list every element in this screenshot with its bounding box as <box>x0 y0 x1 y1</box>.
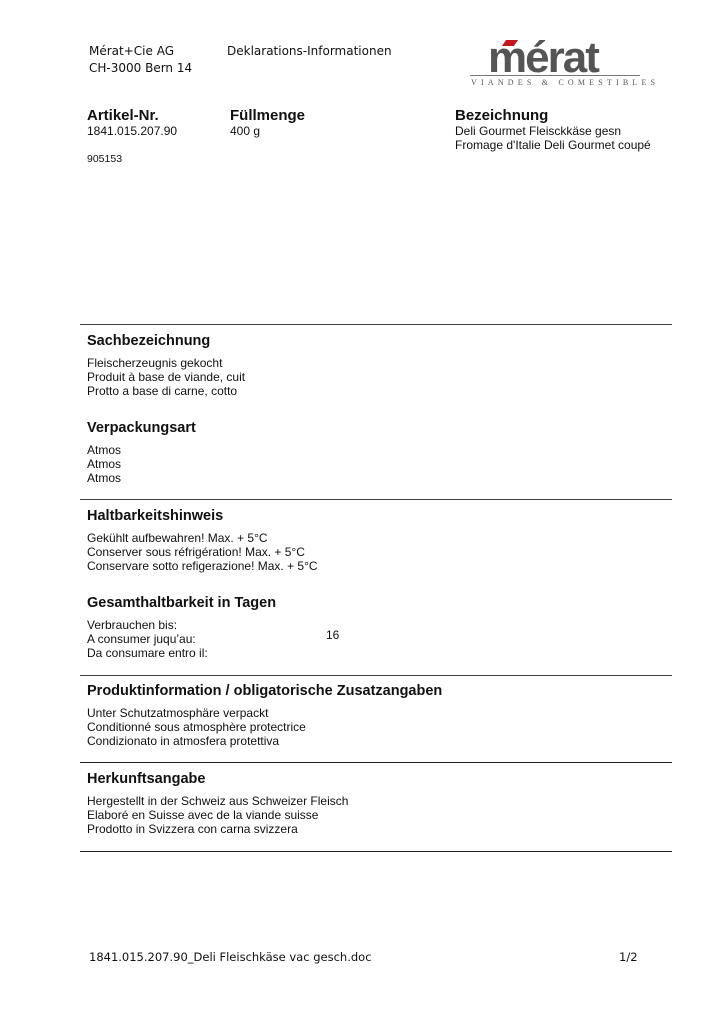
section-title: Haltbarkeitshinweis <box>87 508 224 524</box>
section-line: Hergestellt in der Schweiz aus Schweizer Fleisch <box>87 794 349 808</box>
section-line: Prodotto in Svizzera con carna svizzera <box>87 822 298 836</box>
divider-5 <box>80 851 672 852</box>
section-line: Produit à base de viande, cuit <box>87 370 246 384</box>
section-title: Herkunftsangabe <box>87 771 206 787</box>
footer-filename: 1841.015.207.90_Deli Fleischkäse vac gesch.doc <box>89 950 372 964</box>
divider-3 <box>80 675 672 676</box>
logo-tagline: VIANDES & COMESTIBLES <box>471 78 660 87</box>
section-line: Gekühlt aufbewahren! Max. + 5°C <box>87 531 268 545</box>
designation-line-de: Deli Gourmet Fleisckkäse gesn <box>455 124 622 138</box>
footer-page-number: 1/2 <box>619 950 638 964</box>
divider-4 <box>80 762 672 763</box>
section-line: A consumer juqu’au: <box>87 632 196 646</box>
section-line: Elaboré en Suisse avec de la viande suisse <box>87 808 319 822</box>
section-title: Verpackungsart <box>87 420 196 436</box>
fill-quantity-block <box>230 107 305 138</box>
section-gesamthaltbarkeit <box>87 595 276 660</box>
logo-wordmark: mérat <box>488 33 598 82</box>
designation-label: Bezeichnung <box>455 107 549 124</box>
section-line: Condizionato in atmosfera protettiva <box>87 734 280 748</box>
section-line: Protto a base di carne, cotto <box>87 384 238 398</box>
section-herkunftsangabe <box>87 771 348 836</box>
article-number-value: 1841.015.207.90 <box>87 124 178 138</box>
designation-line-fr: Fromage d'Italie Deli Gourmet coupé <box>455 138 651 152</box>
shelf-life-days-value: 16 <box>326 628 340 642</box>
company-name: Mérat+Cie AG <box>89 44 174 58</box>
section-line: Da consumare entro il: <box>87 646 208 660</box>
document-title: Deklarations-Informationen <box>227 44 392 58</box>
section-line: Verbrauchen bis: <box>87 618 178 632</box>
fill-quantity-label: Füllmenge <box>230 107 306 124</box>
logo-divider <box>470 75 640 76</box>
section-title: Gesamthaltbarkeit in Tagen <box>87 595 277 611</box>
section-line: Atmos <box>87 443 122 457</box>
section-line: Atmos <box>87 471 122 485</box>
section-title: Produktinformation / obligatorische Zusatzangaben <box>87 683 443 699</box>
divider-1 <box>80 324 672 325</box>
fill-quantity-value: 400 g <box>230 124 261 138</box>
section-line: Fleischerzeugnis gekocht <box>87 356 223 370</box>
section-line: Atmos <box>87 457 122 471</box>
section-produktinformation <box>87 683 442 748</box>
article-number-label: Artikel-Nr. <box>87 107 159 124</box>
section-sachbezeichnung <box>87 333 245 398</box>
designation-block <box>455 107 651 152</box>
section-verpackungsart <box>87 420 196 485</box>
article-sub-code: 905153 <box>87 153 123 165</box>
section-title: Sachbezeichnung <box>87 333 211 349</box>
divider-2 <box>80 499 672 500</box>
section-line: Conditionné sous atmosphère protectrice <box>87 720 306 734</box>
section-line: Conservare sotto refigerazione! Max. + 5°C <box>87 559 318 573</box>
section-haltbarkeitshinweis <box>87 508 318 573</box>
company-address: CH-3000 Bern 14 <box>89 61 193 75</box>
merat-logo <box>470 33 660 90</box>
section-line: Conserver sous réfrigération! Max. + 5°C <box>87 545 305 559</box>
company-block <box>89 43 192 77</box>
article-number-block <box>87 107 177 138</box>
section-line: Unter Schutzatmosphäre verpackt <box>87 706 269 720</box>
